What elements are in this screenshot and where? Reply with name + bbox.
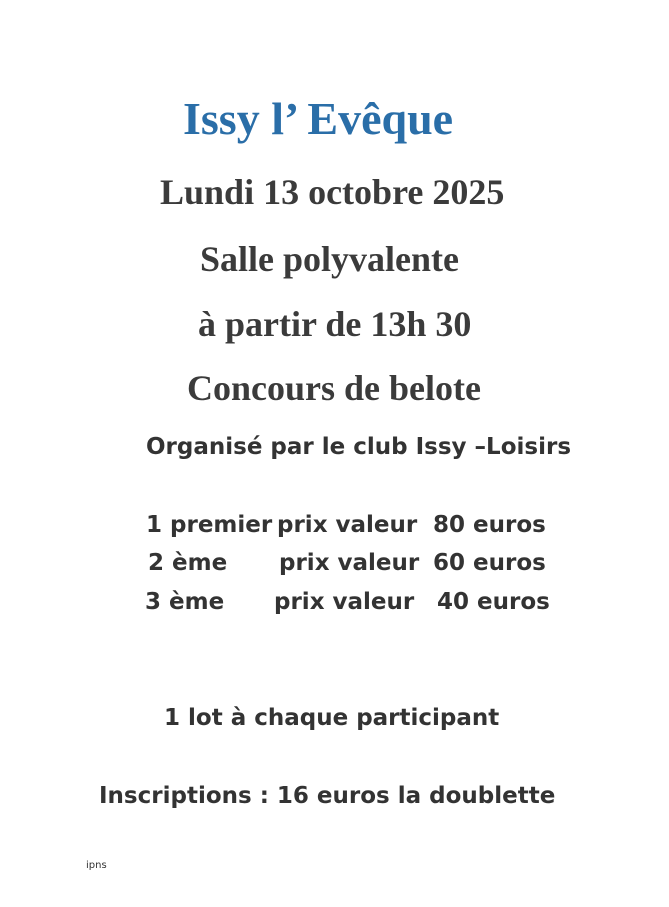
prize-value-1: 80 euros xyxy=(433,512,546,538)
registration-fee: Inscriptions : 16 euros la doublette xyxy=(99,783,556,809)
event-name: Concours de belote xyxy=(187,368,481,408)
prize-rank-1: 1 premier xyxy=(146,512,273,538)
prize-rank-3: 3 ème xyxy=(145,589,225,615)
prize-value-3: 40 euros xyxy=(437,589,550,615)
prize-value-2: 60 euros xyxy=(433,550,546,576)
event-venue: Salle polyvalente xyxy=(200,239,459,279)
town-title: Issy l’ Evêque xyxy=(183,93,454,144)
event-time: à partir de 13h 30 xyxy=(198,304,472,344)
prize-rank-2: 2 ème xyxy=(148,550,228,576)
participant-note: 1 lot à chaque participant xyxy=(164,705,500,731)
prize-label-2: prix valeur xyxy=(279,550,420,576)
event-date: Lundi 13 octobre 2025 xyxy=(160,172,505,212)
footer-mark: ipns xyxy=(86,860,107,871)
organizer-line: Organisé par le club Issy –Loisirs xyxy=(146,434,572,460)
prize-label-1: prix valeur xyxy=(277,512,418,538)
prize-label-3: prix valeur xyxy=(274,589,415,615)
